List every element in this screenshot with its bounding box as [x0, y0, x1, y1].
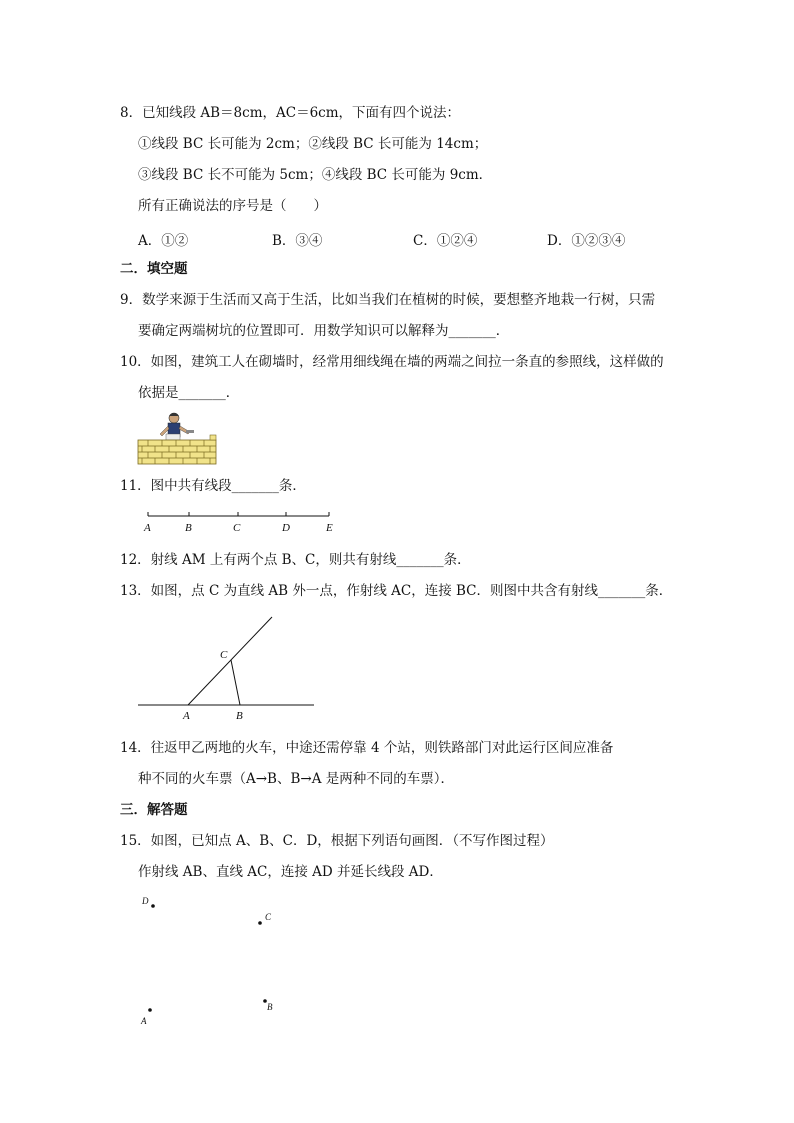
point-label-d: D: [282, 522, 290, 534]
q8-option-c[interactable]: C．①②④: [413, 233, 478, 249]
q9-line1: 9．数学来源于生活而又高于生活，比如当我们在植树的时候，要想整齐地栽一行树，只需: [120, 292, 656, 308]
point-label-a: A: [144, 522, 151, 534]
q12-text: 12．射线 AM 上有两个点 B、C，则共有射线_______条．: [120, 552, 471, 568]
q11-segment-figure: [138, 508, 348, 538]
bricklayer-illustration: [138, 410, 218, 465]
point-d: [151, 904, 155, 908]
point-label-b: B: [267, 1002, 273, 1012]
point-label-b: B: [185, 522, 192, 534]
point-label-d: D: [142, 896, 149, 906]
q10-line2: 依据是_______．: [138, 385, 240, 401]
section-answer-heading: 三．解答题: [120, 802, 188, 818]
q15-line1: 15．如图，已知点 A、B、C．D，根据下列语句画图．（不写作图过程）: [120, 833, 554, 849]
point-label-c: C: [233, 522, 241, 534]
q9-line2: 要确定两端树坑的位置即可．用数学知识可以解释为_______．: [138, 323, 510, 339]
q15-points-figure: [138, 892, 288, 1032]
point-label-c: C: [265, 912, 272, 922]
q8-question: 所有正确说法的序号是（ ）: [138, 198, 327, 214]
q8-statements-3-4: ③线段 BC 长不可能为 5cm；④线段 BC 长可能为 9cm．: [138, 167, 493, 183]
q8-statements-1-2: ①线段 BC 长可能为 2cm；②线段 BC 长可能为 14cm；: [138, 136, 488, 152]
q8-option-b[interactable]: B．③④: [272, 233, 323, 249]
q15-line2: 作射线 AB、直线 AC，连接 AD 并延长线段 AD．: [138, 864, 443, 880]
point-c: [258, 921, 262, 925]
segment-bc: [231, 660, 240, 705]
section-fill-in-heading: 二．填空题: [120, 261, 188, 277]
q13-ray-figure: [138, 612, 318, 722]
q11-text: 11．图中共有线段_______条．: [120, 478, 306, 494]
q13-text: 13．如图，点 C 为直线 AB 外一点，作射线 AC，连接 BC．则图中共含有射线_______条．: [120, 583, 673, 599]
point-label-b: B: [236, 710, 243, 722]
q14-line2: 种不同的火车票（A→B、B→A 是两种不同的车票）．: [138, 771, 455, 787]
point-label-e: E: [326, 522, 333, 534]
q8-stem: 8．已知线段 AB＝8cm，AC＝6cm，下面有四个说法：: [120, 105, 461, 121]
q8-option-d[interactable]: D．①②③④: [547, 233, 626, 249]
q10-line1: 10．如图，建筑工人在砌墙时，经常用细线绳在墙的两端之间拉一条直的参照线，这样做的: [120, 354, 664, 370]
q14-line1: 14．往返甲乙两地的火车，中途还需停靠 4 个站，则铁路部门对此运行区间应准备: [120, 740, 614, 756]
point-label-a: A: [141, 1016, 147, 1026]
ray-ac: [188, 617, 272, 705]
point-a: [148, 1008, 152, 1012]
point-label-a: A: [183, 710, 190, 722]
point-label-c: C: [220, 649, 228, 661]
q8-option-a[interactable]: A．①②: [138, 233, 189, 249]
